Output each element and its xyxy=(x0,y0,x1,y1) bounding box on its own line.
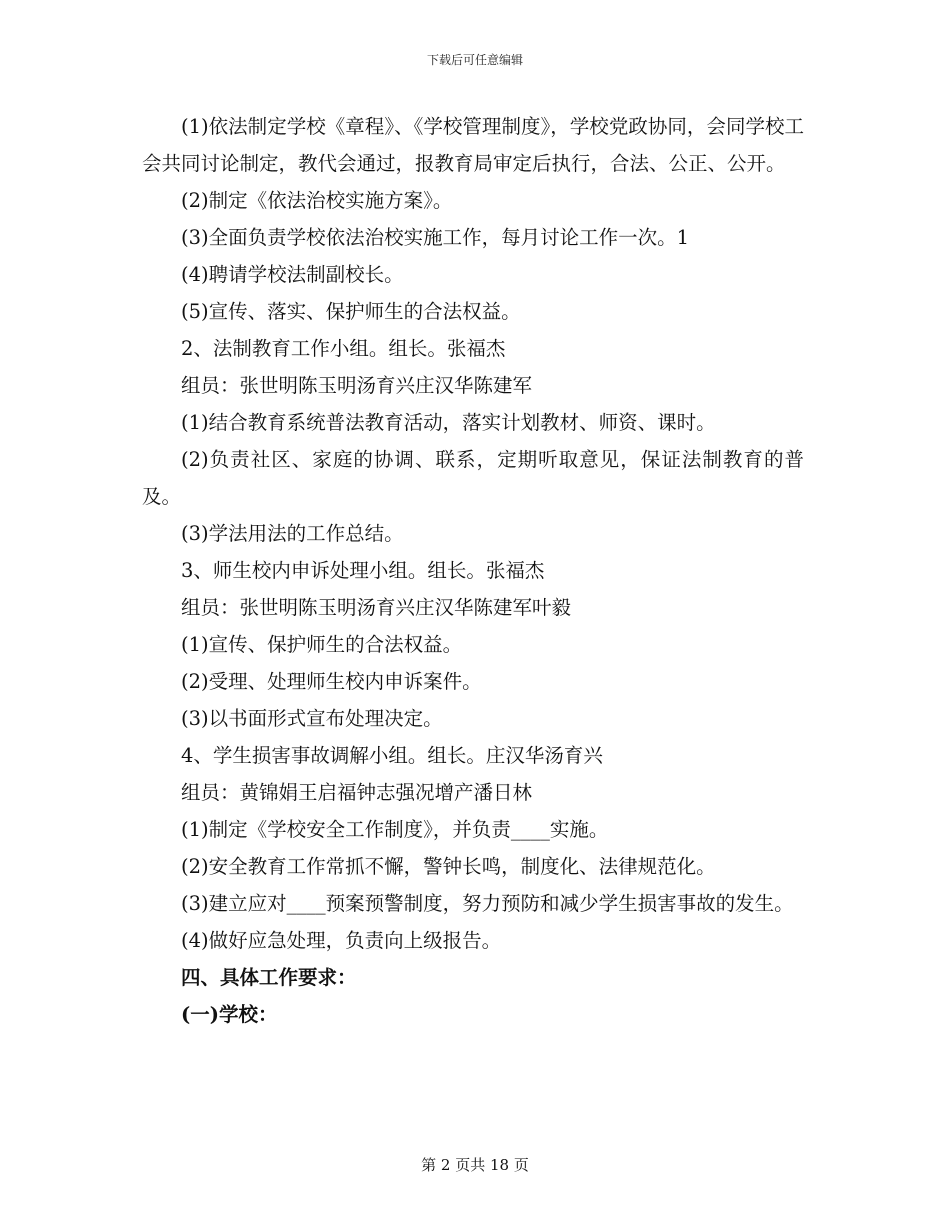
paragraph-15: (3)以书面形式宣布处理决定。 xyxy=(181,707,443,730)
members-line-3: 组员：张世明陈玉明汤育兴庄汉华陈建军叶毅 xyxy=(181,596,572,619)
paragraph-19: (2)安全教育工作常抓不懈，警钟长鸣，制度化、法律规范化。 xyxy=(181,855,716,878)
page-header: 下载后可任意编辑 xyxy=(426,53,523,67)
sub-heading: (一)学校： xyxy=(181,1003,278,1026)
paragraph-20: (3)建立应对____预案预警制度，努力预防和减少学生损害事故的发生。 xyxy=(181,892,794,915)
section-heading-3: 3、师生校内申诉处理小组。组长。张福杰 xyxy=(181,559,545,582)
paragraph-8: (1)结合教育系统普法教育活动，落实计划教材、师资、课时。 xyxy=(181,411,716,434)
paragraph-4: (4)聘请学校法制副校长。 xyxy=(181,263,404,286)
members-line-4: 组员：黄锦娟王启福钟志强况增产潘日林 xyxy=(181,781,533,804)
section-heading-4: 4、学生损害事故调解小组。组长。庄汉华汤育兴 xyxy=(181,744,603,767)
document-body xyxy=(142,108,804,1033)
paragraph-1: (1)依法制定学校《章程》、《学校管理制度》，学校党政协同，会同学校工会共同讨论制定，教代会通过，报教育局审定后执行，合法、公正、公开。 xyxy=(142,115,804,175)
paragraph-14: (2)受理、处理师生校内申诉案件。 xyxy=(181,670,482,693)
chapter-heading: 四、具体工作要求： xyxy=(181,966,357,989)
page-number: 第 2 页共 18 页 xyxy=(421,1156,529,1174)
paragraph-18: (1)制定《学校安全工作制度》，并负责____实施。 xyxy=(181,818,609,841)
members-line-2: 组员：张世明陈玉明汤育兴庄汉华陈建军 xyxy=(181,374,533,397)
section-heading-2: 2、法制教育工作小组。组长。张福杰 xyxy=(181,337,506,360)
paragraph-10: (3)学法用法的工作总结。 xyxy=(181,522,404,545)
paragraph-2: (2)制定《依法治校实施方案》。 xyxy=(181,189,453,212)
paragraph-13: (1)宣传、保护师生的合法权益。 xyxy=(181,633,463,656)
paragraph-5: (5)宣传、落实、保护师生的合法权益。 xyxy=(181,300,521,323)
paragraph-21: (4)做好应急处理，负责向上级报告。 xyxy=(181,929,502,952)
paragraph-9: (2)负责社区、家庭的协调、联系，定期听取意见，保证法制教育的普及。 xyxy=(142,448,804,508)
paragraph-3: (3)全面负责学校依法治校实施工作，每月讨论工作一次。1 xyxy=(181,226,690,249)
